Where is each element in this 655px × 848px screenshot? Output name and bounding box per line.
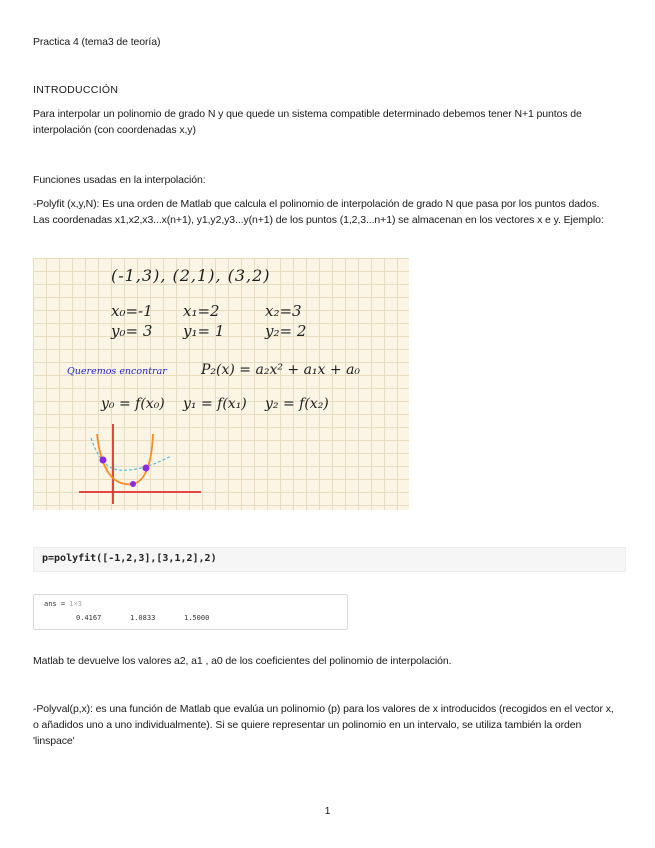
figure-f0: y₀ = f(x₀) — [101, 396, 165, 412]
result-paragraph: Matlab te devuelve los valores a2, a1 , a0 de los coeficientes del polinomio de interpolación. — [33, 655, 452, 667]
output-value: 1.0833 — [130, 614, 156, 622]
polyfit-paragraph: -Polyfit (x,y,N): Es una orden de Matlab que calcula el polinomio de interpolación de grado N que pasa por los puntos dados. Las coordenadas x1,x2,x3...x(n+1), y1,y2,y3...y(n+1) de los puntos (1,2,3...n+1) se almacenan en los vectores x e y. Ejemplo: — [33, 198, 604, 226]
sketch-point-2 — [130, 481, 136, 487]
output-size: 1×3 — [69, 600, 82, 608]
figure-x0: x₀=-1 — [111, 302, 153, 320]
figure-f2: y₂ = f(x₂) — [265, 396, 329, 412]
handwritten-example-figure — [33, 258, 409, 510]
polyval-paragraph: -Polyval(p,x): es una función de Matlab que evalúa un polinomio (p) para los valores de x introducidos (recogidos en el vector x, o añadidos uno a uno individualmente). Si se quiere representar un polinomio en un intervalo, se utiliza también la orden 'linspace' — [33, 703, 614, 747]
figure-points: (-1,3), (2,1), (3,2) — [111, 266, 271, 285]
figure-y1: y₁= 1 — [183, 322, 225, 340]
intro-heading: INTRODUCCIÓN — [33, 84, 119, 96]
figure-y2: y₂= 2 — [265, 322, 307, 340]
figure-x2: x₂=3 — [265, 302, 302, 320]
figure-x1: x₁=2 — [183, 302, 220, 320]
sketch-point-1 — [100, 457, 107, 464]
functions-heading: Funciones usadas en la interpolación: — [33, 174, 206, 186]
output-value: 1.5000 — [184, 614, 210, 622]
figure-y0: y₀= 3 — [111, 322, 153, 340]
sketch-dashed-curve — [91, 438, 171, 470]
intro-paragraph: Para interpolar un polinomio de grado N y que quede un sistema compatible determinado debemos tener N+1 puntos de interpolación (con coordenadas x,y) — [33, 108, 582, 136]
figure-note: Queremos encontrar — [67, 366, 167, 377]
output-variable: ans = — [44, 600, 66, 608]
page-number: 1 — [324, 805, 331, 817]
figure-polynomial: P₂(x) = a₂x² + a₁x + a₀ — [201, 362, 361, 378]
code-command: p=polyfit([-1,2,3],[3,1,2],2) — [42, 553, 217, 564]
output-box — [33, 594, 348, 630]
parabola-sketch — [75, 424, 205, 504]
code-block — [33, 547, 626, 572]
output-label — [44, 600, 82, 608]
page-title: Practica 4 (tema3 de teoría) — [33, 36, 161, 48]
sketch-point-3 — [143, 465, 150, 472]
output-value: 0.4167 — [76, 614, 102, 622]
figure-f1: y₁ = f(x₁) — [183, 396, 247, 412]
